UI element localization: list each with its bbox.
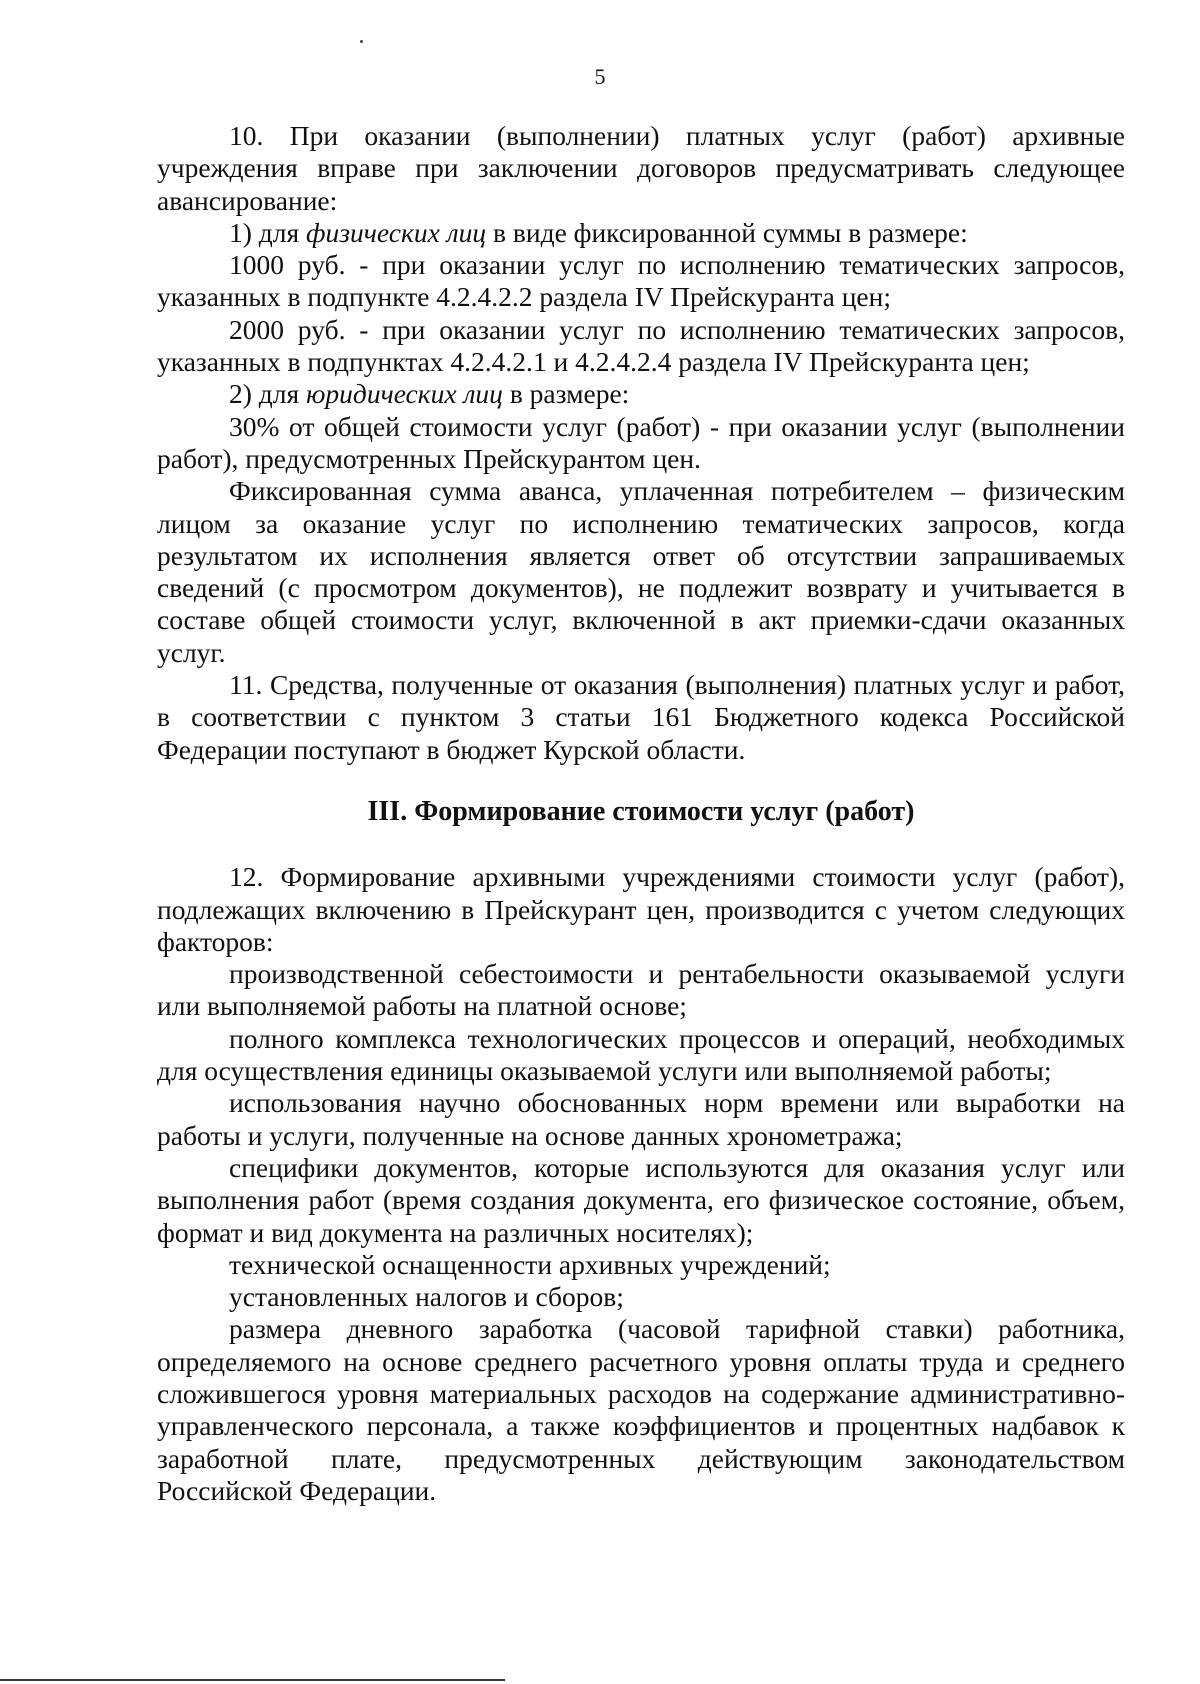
factor-item: технической оснащенности архивных учреждений; (229, 1248, 831, 1280)
paragraph-30-percent: 30% от общей стоимости услуг (работ) - при оказании услуг (выполнении работ), предусмотренных Прейскурантом цен. (157, 410, 1125, 474)
paragraph-legal-post: в размере: (502, 378, 630, 410)
paragraph-legal-entities (157, 378, 1125, 410)
document-body (157, 120, 1125, 1507)
section-heading: III. Формирование стоимости услуг (работ) (367, 795, 915, 827)
paragraph-individuals-italic: физических лиц (306, 216, 487, 248)
paragraph-2000-rub: 2000 руб. - при оказании услуг по исполнению тематических запросов, указанных в подпунктах 4.2.4.2.1 и 4.2.4.2.4 раздела IV Прейскуранта цен; (157, 313, 1125, 378)
page-number: 5 (594, 64, 606, 89)
paragraph-individuals (157, 217, 1125, 249)
factor-item: полного комплекса технологических процессов и операций, необходимых для осуществления единицы оказываемой услуги или выполняемой работы; (157, 1022, 1125, 1087)
factor-item: установленных налогов и сборов; (229, 1281, 624, 1313)
bottom-rule (0, 1679, 505, 1681)
paragraph-individuals-pre: 1) для (229, 216, 307, 248)
scan-speck (360, 40, 363, 43)
paragraph-10: 10. При оказании (выполнении) платных услуг (работ) архивные учреждения вправе при заключении договоров предусматривать следующее авансирование: (157, 120, 1125, 216)
paragraph-fixed-advance: Фиксированная сумма аванса, уплаченная потребителем – физическим лицом за оказание услуг по исполнению тематических запросов, когда результатом их исполнения является ответ об отсутствии запрашиваемых сведений (с просмотром документов), не подлежит возврату и учитывается в составе общей стоимости услуг, включенной в акт приемки-сдачи оказанных услуг. (157, 475, 1125, 668)
paragraph-legal-italic: юридических лиц (306, 378, 503, 410)
spacer (157, 766, 1125, 796)
factor-item: производственной себестоимости и рентабельности оказываемой услуги или выполняемой работы на платной основе; (157, 958, 1125, 1022)
paragraph-11: 11. Средства, полученные от оказания (выполнения) платных услуг и работ, в соответствии с пунктом 3 статьи 161 Бюджетного кодекса Российской Федерации поступают в бюджет Курской области. (157, 669, 1125, 765)
factor-item: использования научно обоснованных норм времени или выработки на работы и услуги, полученные на основе данных хронометража; (157, 1087, 1125, 1151)
paragraph-1000-rub: 1000 руб. - при оказании услуг по исполнению тематических запросов, указанных в подпункте 4.2.4.2.2 раздела IV Прейскуранта цен; (157, 249, 1125, 313)
factor-item: размера дневного заработка (часовой тарифной ставки) работника, определяемого на основе среднего расчетного уровня оплаты труда и среднего сложившегося уровня материальных расходов на содержание административно-управленческого персонала, а также коэффициентов и процентных надбавок к заработной плате, предусмотренных действующим законодательством Российской Федерации. (157, 1313, 1125, 1506)
paragraph-individuals-post: в виде фиксированной суммы в размере: (486, 216, 968, 248)
factor-item: специфики документов, которые используются для оказания услуг или выполнения работ (время создания документа, его физическое состояние, объем, формат и вид документа на различных носителях); (157, 1151, 1125, 1248)
spacer (157, 828, 1125, 861)
paragraph-legal-pre: 2) для (229, 378, 307, 410)
paragraph-12: 12. Формирование архивными учреждениями стоимости услуг (работ), подлежащих включению в Прейскурант цен, производится с учетом следующих факторов: (157, 861, 1125, 957)
